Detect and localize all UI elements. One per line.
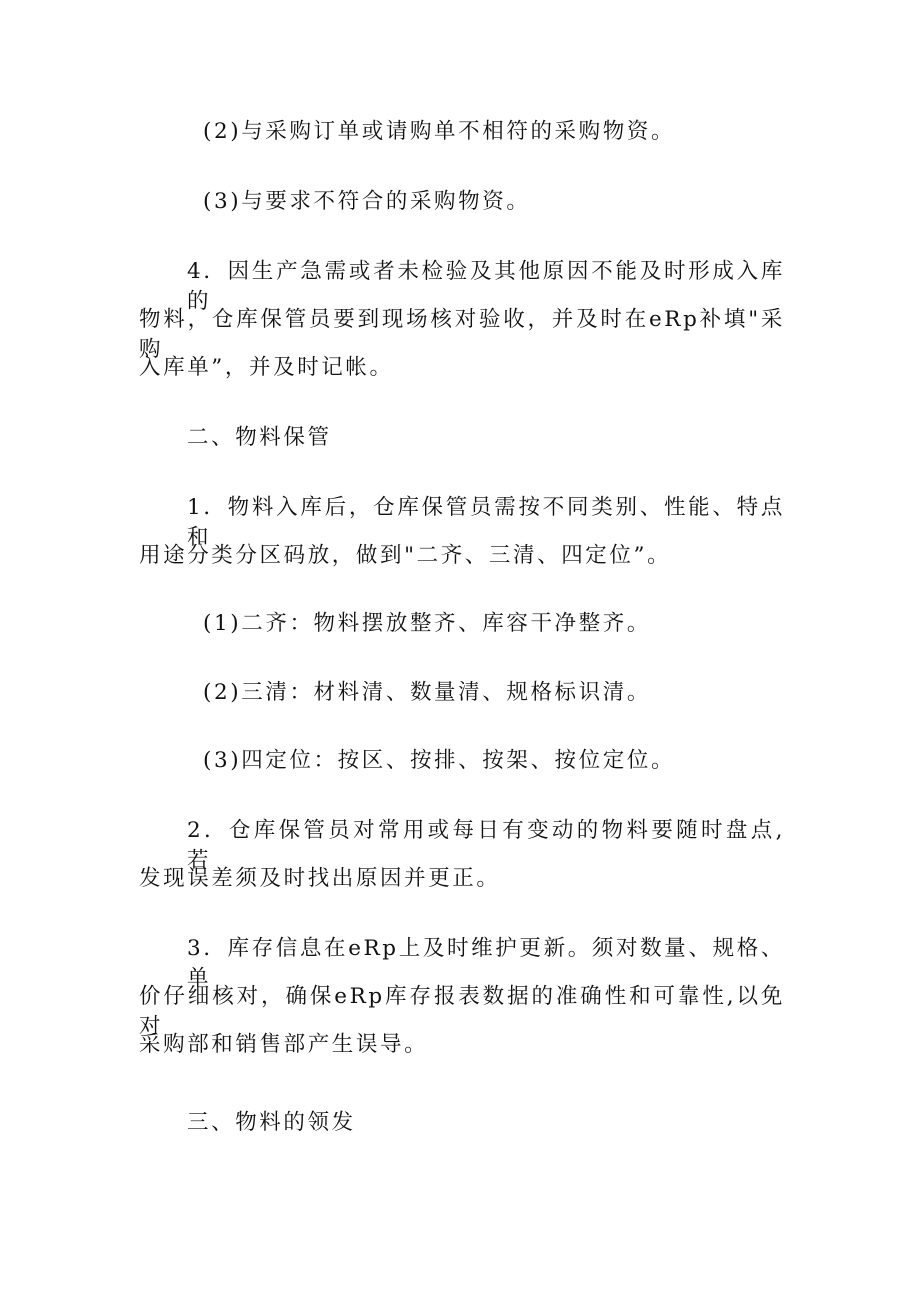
paragraph-line: 发现误差须及时找出原因并更正。: [139, 866, 501, 891]
paragraph-line: 用途分类分区码放，做到"二齐、三清、四定位”。: [139, 543, 672, 568]
list-item: (2)三清：材料清、数量清、规格标识清。: [203, 680, 651, 705]
paragraph-line: 物料，仓库保管员要到现场核对验收，并及时在eRp补填"采购: [139, 307, 785, 362]
section-heading: 二、物料保管: [187, 425, 332, 450]
paragraph-line: 2．仓库保管员对常用或每日有变动的物料要随时盘点,若: [187, 818, 785, 873]
list-item: (1)二齐：物料摆放整齐、库容干净整齐。: [203, 611, 651, 636]
section-heading: 三、物料的领发: [187, 1110, 356, 1135]
paragraph-line: 3．库存信息在eRp上及时维护更新。须对数量、规格、单: [187, 936, 785, 991]
list-item: (2)与采购订单或请购单不相符的采购物资。: [203, 119, 676, 144]
paragraph-line: 采购部和销售部产生误导。: [139, 1032, 429, 1057]
paragraph-line: 4．因生产急需或者未检验及其他原因不能及时形成入库的: [187, 259, 785, 314]
paragraph-line: 入库单”，并及时记帐。: [139, 355, 394, 380]
list-item: (3)与要求不符合的采购物资。: [203, 189, 531, 214]
paragraph-line: 1．物料入库后，仓库保管员需按不同类别、性能、特点和: [187, 495, 785, 550]
list-item: (3)四定位：按区、按排、按架、按位定位。: [203, 748, 676, 773]
paragraph-line: 价仔细核对，确保eRp库存报表数据的准确性和可靠性,以免对: [139, 984, 785, 1039]
